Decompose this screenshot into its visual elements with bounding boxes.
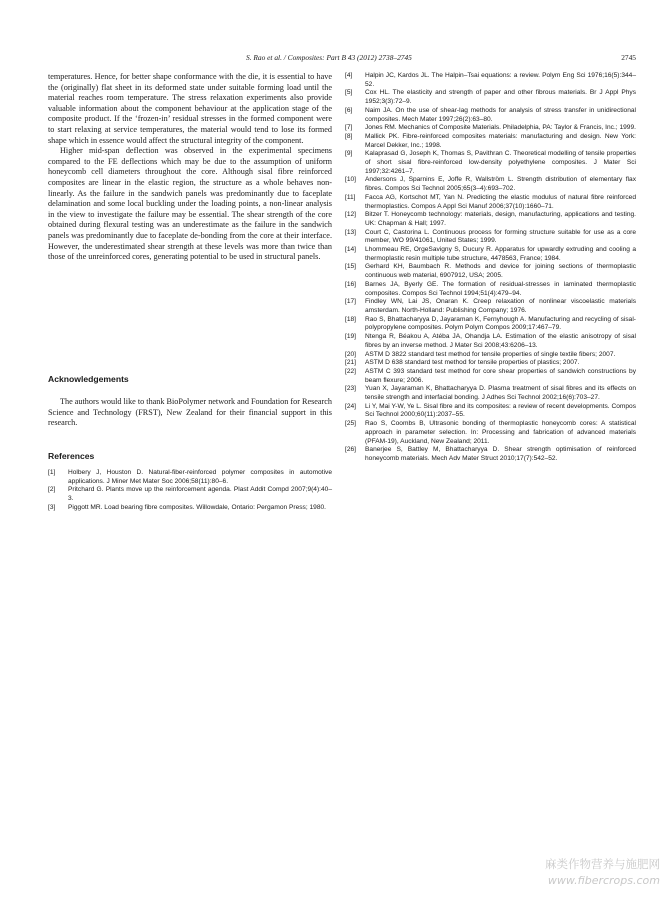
reference-text: ASTM D 638 standard test method for tensile properties of plastics; 2007. xyxy=(365,359,580,367)
reference-number: [15] xyxy=(345,263,356,271)
reference-item xyxy=(345,351,636,360)
page-number: 2745 xyxy=(621,53,636,62)
reference-item xyxy=(345,420,636,446)
reference-number: [11] xyxy=(345,193,356,201)
reference-item xyxy=(345,281,636,298)
reference-number: [26] xyxy=(345,446,356,454)
acknowledgements-heading: Acknowledgements xyxy=(48,374,129,384)
reference-text: ASTM D 3822 standard test method for tensile properties of single textile fibers; 2007. xyxy=(365,350,616,358)
reference-number: [25] xyxy=(345,420,356,428)
reference-item xyxy=(345,316,636,333)
reference-item xyxy=(345,385,636,402)
reference-text: Holbery J, Houston D. Natural-fiber-reinforced polymer composites in automotive applications. J Miner Met Mater Soc 2006;58(11):80–6. xyxy=(68,469,332,485)
reference-text: Facca AG, Kortschot MT, Yan N. Predicting the elastic modulus of natural fibre reinforced thermoplastics. Compos A Appl Sci Manuf 2006;37(10):1660–71. xyxy=(365,193,636,210)
reference-text: Andersons J, Sparnins E, Joffe R, Wallström L. Strength distribution of elementary flax fibres. Compos Sci Technol 2005;65(3–4):693–702. xyxy=(365,176,636,193)
reference-item xyxy=(345,368,636,385)
reference-item xyxy=(345,133,636,150)
reference-text: Jones RM. Mechanics of Composite Materials. Philadelphia, PA: Taylor & Francis, Inc.; 1999. xyxy=(365,124,636,132)
reference-text: Piggott MR. Load bearing fibre composites. Willowdale, Ontario: Pergamon Press; 1980. xyxy=(68,503,327,511)
acknowledgements-text xyxy=(48,397,332,429)
running-header xyxy=(48,53,636,65)
reference-number: [23] xyxy=(345,385,356,393)
reference-text: Banerjee S, Battley M, Bhattacharyya D. Shear strength optimisation of reinforced honeycomb materials. Mech Adv Mater Struct 2010;17(7):542–52. xyxy=(365,446,636,462)
reference-text: Lhommeau RE, OrgeSavigny S, Ducury R. Apparatus for upwardly extruding and cooling a thermoplastic resin multiple tube structure, 4478563, France; 1984. xyxy=(365,246,636,262)
reference-text: Court C, Castorina L. Continuous process for forming structure suitable for use as a core member, WO 99/41061, United States; 1999. xyxy=(365,228,636,245)
reference-number: [5] xyxy=(345,89,353,97)
references-heading: References xyxy=(48,451,95,461)
reference-number: [14] xyxy=(345,246,356,254)
reference-number: [4] xyxy=(345,72,353,79)
reference-number: [21] xyxy=(345,359,356,367)
reference-text: Halpin JC, Kardos JL. The Halpin–Tsai equations: a review. Polym Eng Sci 1976;16(5):344–52. xyxy=(365,72,636,88)
reference-text: Cox HL. The elasticity and strength of paper and other fibrous materials. Br J Appl Phys 1952;3(3):72–9. xyxy=(365,89,636,106)
reference-number: [20] xyxy=(345,350,356,358)
reference-text: Pritchard G. Plants move up the reinforcement agenda. Plast Addit Compd 2007;9(4):40–3. xyxy=(68,486,332,503)
paragraph: The authors would like to thank BioPolymer network and Foundation for Research Science and Technology (FRST), New Zealand for their financial support in this research. xyxy=(48,397,332,428)
reference-item xyxy=(345,211,636,228)
reference-item xyxy=(345,150,636,176)
reference-item xyxy=(48,486,332,503)
reference-text: Kalaprasad G, Joseph K, Thomas S, Pavithran C. Theoretical modelling of tensile properties of short sisal fibre-reinforced low-density polyethylene composites. J Mater Sci 1997;32:4261–7. xyxy=(365,150,636,175)
reference-item xyxy=(345,333,636,350)
reference-item xyxy=(48,469,332,486)
watermark-url: www.fibercrops.com xyxy=(547,874,660,887)
reference-text: Barnes JA, Byerly GE. The formation of residual-stresses in laminated thermoplastic composites. Compos Sci Technol 1994;51(4):479–94. xyxy=(365,280,636,297)
left-column xyxy=(48,72,332,511)
reference-text: Naim JA. On the use of shear-lag methods for analysis of stress transfer in unidirectional composites. Mech Mater 1997;26(2):63–80. xyxy=(365,106,636,123)
reference-number: [1] xyxy=(48,469,56,476)
reference-number: [7] xyxy=(345,124,353,132)
reference-item xyxy=(345,176,636,193)
reference-item xyxy=(345,72,636,89)
reference-number: [2] xyxy=(48,486,56,494)
reference-item xyxy=(345,403,636,420)
reference-text: Rao S, Coombs B, Ultrasonic bonding of thermoplastic honeycomb cores: A statistical approach in parameter selection. In: Processing and fabrication of advanced materials (PFAM-19), Auckland, New Zealand; 2011. xyxy=(365,420,636,445)
reference-number: [16] xyxy=(345,280,356,288)
reference-item xyxy=(345,263,636,280)
reference-text: Findley WN, Lai JS, Onaran K. Creep relaxation of nonlinear viscoelastic materials amsterdam. North-Holland: Publishing Company; 1976. xyxy=(365,298,636,314)
reference-text: Gerhard KH, Baumbach R. Methods and device for joining sections of thermoplastic continuous web material, 6907912, USA; 2005. xyxy=(365,263,636,280)
site-watermark xyxy=(490,856,660,887)
reference-text: Li Y, Mai Y-W, Ye L. Sisal fibre and its composites: a review of recent developments. Compos Sci Technol 2000;60(11):2037–55. xyxy=(365,402,636,419)
body-text xyxy=(48,72,332,263)
reference-number: [13] xyxy=(345,228,356,236)
reference-number: [12] xyxy=(345,211,356,219)
reference-text: ASTM C 393 standard test method for core shear properties of sandwich constructions by beam flexure; 2006. xyxy=(365,367,636,384)
reference-number: [8] xyxy=(345,132,353,140)
paragraph: temperatures. Hence, for better shape conformance with the die, it is essential to have the (originally) flat sheet in its deformed state under suitable forming load until the material reaches room temperature. The stress relaxation experiments also provide valuable information about the component behaviour at the application stage of the composite product. If the ‘frozen-in’ residual stresses in the formed component were to start relaxing at service temperatures, the material would tend to lose its formed shape which in essence would affect the structural integrity of the component. xyxy=(48,72,332,145)
reference-number: [18] xyxy=(345,315,356,323)
reference-number: [19] xyxy=(345,333,356,341)
reference-number: [9] xyxy=(345,150,353,158)
reference-text: Rao S, Bhattacharyya D, Jayaraman K, Fernyhough A. Manufacturing and recycling of sisal-polypropylene composites. Polym Polym Compos 2009;17:467–79. xyxy=(365,315,636,332)
reference-item xyxy=(345,359,636,368)
reference-item xyxy=(345,246,636,263)
reference-text: Yuan X, Jayaraman K, Bhattacharyya D. Plasma treatment of sisal fibres and its effects on tensile strength and interfacial bonding. J Adhes Sci Technol 2002;16(6):703–27. xyxy=(365,385,636,402)
right-column xyxy=(345,72,636,464)
reference-text: Mallick PK. Fibre-reinforced composites materials: manufacturing and design. New York: Marcel Dekker, Inc.; 1998. xyxy=(365,132,636,149)
reference-number: [17] xyxy=(345,298,356,306)
reference-number: [3] xyxy=(48,503,56,511)
reference-text: Bitzer T. Honeycomb technology: materials, design, manufacturing, applications and testing. UK: Chapman & Hall; 1997. xyxy=(365,211,636,227)
reference-number: [24] xyxy=(345,402,356,410)
reference-item xyxy=(345,194,636,211)
reference-number: [6] xyxy=(345,106,353,114)
reference-number: [10] xyxy=(345,176,356,184)
reference-list-left xyxy=(48,469,332,513)
reference-text: Ntenga R, Béakou A, Atéba JA, Ohandja LA. Estimation of the elastic anisotropy of sisal fibres by an inverse method. J Mater Sci 2008;43:6206–13. xyxy=(365,333,636,349)
watermark-chinese-text: 麻类作物营养与施肥网 xyxy=(545,857,660,871)
reference-item xyxy=(345,229,636,246)
reference-item xyxy=(345,107,636,124)
reference-item xyxy=(345,298,636,315)
reference-item xyxy=(48,504,332,513)
paragraph: Higher mid-span deflection was observed in the experimental specimens compared to the FE deflections which may be due to the assumption of uniform honeycomb cell diameters throughout the core. Although sisal fibre reinforced composites are linear in the elastic region, the structure as a whole behaves non-linearly. As the failure in the sandwich panels was predominantly due to faceplate delamination and some local buckling under the loading points, a non-linear analysis in the view to investigate the failure may be essential. The shear strength of the core obtained during flexural testing was an underestimate as the failure in the sandwich panels was predominantly due to faceplate de-bonding from the core at their interface. However, the underestimated shear strength at these levels was more than twice than those of the unreinforced cores, generating potential to be used in structural panels. xyxy=(48,146,332,262)
reference-number: [22] xyxy=(345,367,356,375)
journal-citation: S. Rao et al. / Composites: Part B 43 (2012) 2738–2745 xyxy=(246,53,412,62)
reference-item xyxy=(345,446,636,463)
reference-item xyxy=(345,124,636,133)
reference-item xyxy=(345,89,636,106)
